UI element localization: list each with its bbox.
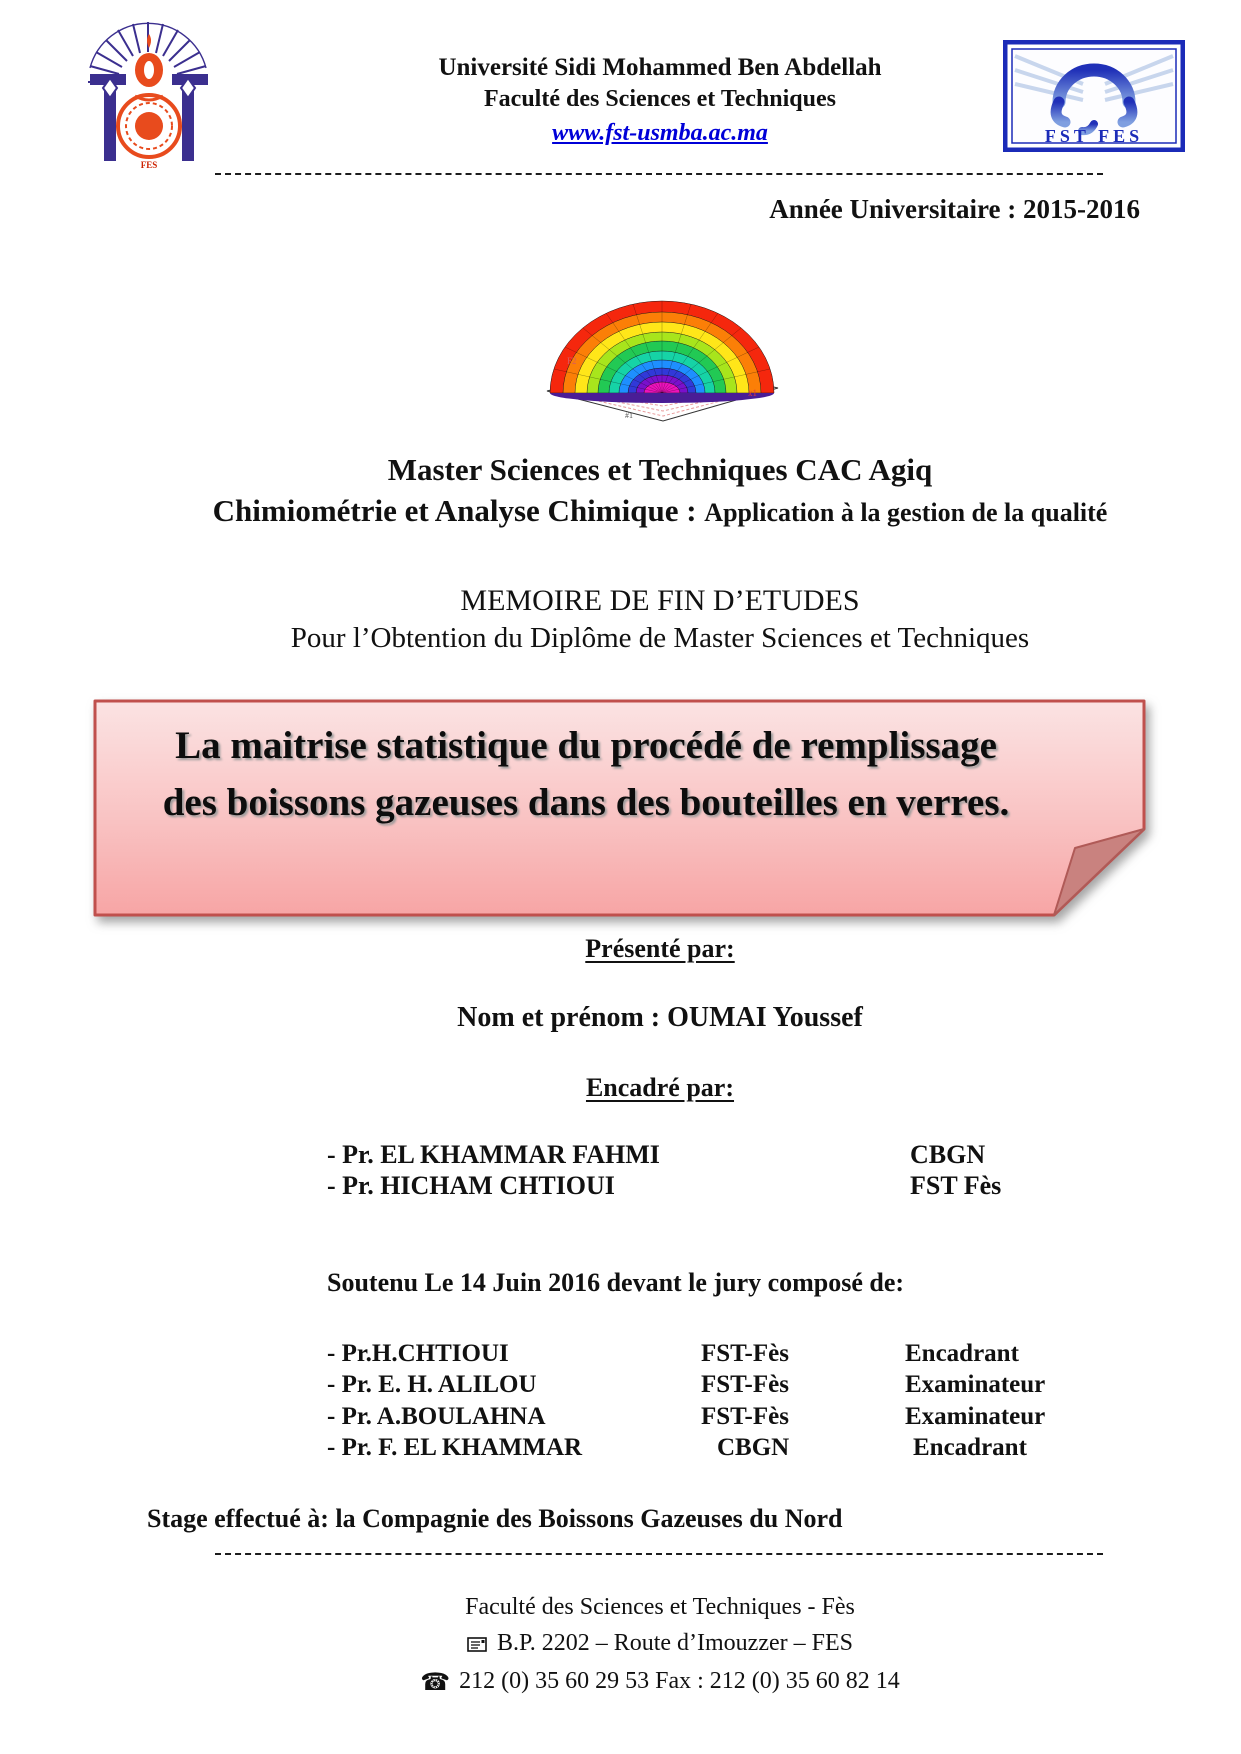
thesis-title — [92, 718, 1080, 831]
specialty-subtitle: Application à la gestion de la qualité — [704, 497, 1108, 527]
jury-member-affiliation: FST-Fès — [701, 1340, 789, 1367]
jury-member-role: Examinateur — [905, 1371, 1046, 1399]
supervisor-row — [327, 1171, 1127, 1202]
thesis-title-banner — [92, 698, 1150, 926]
supervisors-list — [327, 1140, 1127, 1201]
surface-plot-image — [545, 260, 780, 425]
fst-fes-logo-graphic — [1003, 40, 1185, 152]
footer-phone-line — [40, 1664, 1241, 1701]
phone-icon: ☎ — [420, 1668, 451, 1697]
jury-row — [327, 1432, 1147, 1463]
jury-member-role: Encadrant — [913, 1433, 1027, 1461]
jury-list — [327, 1338, 1147, 1463]
supervisor-name: - Pr. EL KHAMMAR FAHMI — [327, 1140, 660, 1169]
master-program-line: Master Sciences et Techniques CAC Agiq — [387, 452, 933, 487]
supervisor-name: - Pr. HICHAM CHTIOUI — [327, 1170, 615, 1200]
jury-row — [327, 1338, 1147, 1369]
jury-member-name: - Pr. A.BOULAHNA — [327, 1402, 546, 1430]
memoire-heading-block — [40, 580, 1241, 655]
faculty-name: Faculté des Sciences et Techniques — [484, 86, 836, 112]
memoire-subtitle: Pour l’Obtention du Diplôme de Master Sciences et Techniques — [290, 622, 1030, 654]
website-link[interactable]: www.fst-usmba.ac.ma — [552, 119, 768, 146]
header-text-block — [310, 52, 1010, 151]
jury-member-name: - Pr.H.CHTIOUI — [327, 1340, 509, 1367]
top-dashed-divider — [215, 173, 1103, 175]
thesis-title-line1: La maitrise statistique du procédé de remplissage — [175, 724, 997, 767]
program-title-block — [40, 448, 1241, 529]
bottom-dashed-divider — [215, 1553, 1103, 1555]
academic-year: Année Universitaire : 2015-2016 — [769, 194, 1140, 224]
jury-member-name: - Pr. F. EL KHAMMAR — [327, 1433, 583, 1461]
mail-icon — [467, 1629, 488, 1665]
supervisor-row — [327, 1140, 1127, 1171]
plot-x1-axis-label: x1 — [748, 388, 757, 398]
student-name-line: Nom et prénom : OUMAI Youssef — [457, 1002, 863, 1033]
specialty-line — [40, 493, 1241, 529]
thesis-title-line2: des boissons gazeuses dans des bouteilles en verres. — [162, 780, 1010, 824]
jury-member-name: - Pr. E. H. ALILOU — [327, 1371, 537, 1399]
internship-line: Stage effectué à: la Compagnie des Boissons Gazeuses du Nord — [147, 1504, 843, 1533]
fst-fes-logo — [1003, 40, 1185, 152]
footer-phone-text: 212 (0) 35 60 29 53 Fax : 212 (0) 35 60 82 14 — [459, 1668, 900, 1695]
crest-fes-caption: FES — [140, 160, 158, 170]
defense-intro-line: Soutenu Le 14 Juin 2016 devant le jury composé de: — [327, 1268, 905, 1297]
plot-f2-axis-label: F2 — [567, 356, 577, 366]
footer-faculty-line: Faculté des Sciences et Techniques - Fès — [465, 1594, 855, 1620]
footer-block — [40, 1590, 1241, 1701]
specialty-name: Chimiométrie et Analyse Chimique : — [212, 492, 705, 528]
supervisor-affiliation: CBGN — [910, 1140, 986, 1169]
footer-address-line — [40, 1626, 1241, 1665]
jury-member-role: Encadrant — [905, 1340, 1019, 1367]
fst-fes-label: FST FES — [1044, 126, 1144, 146]
jury-row — [327, 1369, 1147, 1400]
university-name: Université Sidi Mohammed Ben Abdellah — [438, 54, 882, 81]
jury-member-role: Examinateur — [905, 1402, 1046, 1430]
supervisor-affiliation: FST Fès — [910, 1170, 1002, 1200]
surface-plot-graphic — [545, 260, 780, 425]
university-crest-logo — [88, 18, 210, 180]
crest-graphic — [88, 18, 210, 180]
supervised-by-heading: Encadré par: — [585, 1073, 735, 1102]
footer-address-text: B.P. 2202 – Route d’Imouzzer – FES — [497, 1629, 853, 1656]
plot-bottom-axis-label: #1 — [625, 411, 633, 420]
jury-row — [327, 1401, 1147, 1432]
jury-member-affiliation: FST-Fès — [701, 1371, 789, 1399]
jury-member-affiliation: CBGN — [717, 1433, 790, 1461]
memoire-title: MEMOIRE DE FIN D’ETUDES — [460, 584, 860, 617]
presented-by-heading: Présenté par: — [585, 934, 735, 963]
jury-member-affiliation: FST-Fès — [701, 1402, 789, 1430]
